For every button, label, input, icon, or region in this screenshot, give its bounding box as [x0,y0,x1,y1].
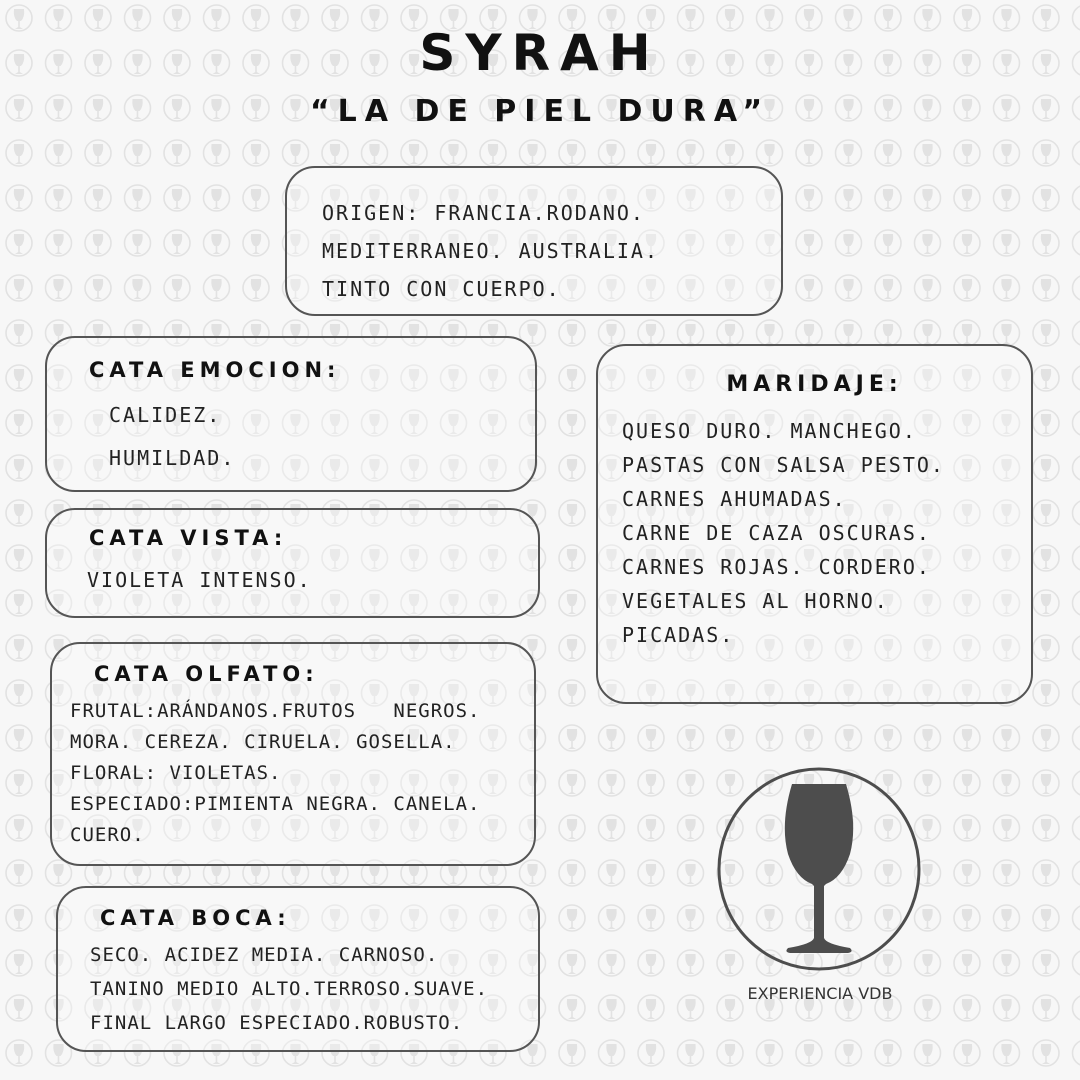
origin-lines [322,194,659,308]
maridaje-line: VEGETALES AL HORNO. [622,589,889,613]
brand-name: EXPERIENCIA VDB [747,984,893,1003]
cata-boca-line: TANINO MEDIO ALTO.TERROSO.SUAVE. [90,978,489,1000]
cata-olfato-card [50,642,536,866]
wine-glass-icon [716,766,922,972]
page-title: SYRAH [419,24,661,82]
cata-olfato-line: ESPECIADO:PIMIENTA NEGRA. CANELA. [70,793,481,815]
maridaje-title: MARIDAJE: [726,372,903,397]
cata-emocion-line: CALIDEZ. [109,403,222,427]
cata-olfato-line: FRUTAL:ARÁNDANOS.FRUTOS NEGROS. [70,700,481,722]
cata-olfato-line: FLORAL: VIOLETAS. [70,762,282,784]
cata-boca-line: FINAL LARGO ESPECIADO.ROBUSTO. [90,1012,464,1034]
maridaje-line: QUESO DURO. MANCHEGO. [622,419,917,443]
origin-line: ORIGEN: FRANCIA.RODANO. [322,201,645,225]
cata-vista-card [45,508,540,618]
page-subtitle: “LA DE PIEL DURA” [309,94,771,129]
maridaje-line: CARNES ROJAS. CORDERO. [622,555,931,579]
cata-boca-title: CATA BOCA: [100,906,291,930]
cata-olfato-title: CATA OLFATO: [94,662,319,686]
origin-line: MEDITERRANEO. AUSTRALIA. [322,239,659,263]
cata-boca-lines [90,938,488,1040]
cata-vista-lines [87,562,312,598]
cata-olfato-lines [70,696,481,851]
maridaje-line: PICADAS. [622,623,735,647]
cata-boca-card [56,886,540,1052]
cata-emocion-line: HUMILDAD. [109,446,236,470]
cata-vista-title: CATA VISTA: [89,526,288,550]
maridaje-line: CARNE DE CAZA OSCURAS. [622,521,931,545]
origin-line: TINTO CON CUERPO. [322,277,561,301]
maridaje-lines [622,414,945,652]
cata-emocion-lines [109,394,235,480]
cata-olfato-line: CUERO. [70,824,145,846]
origin-card [285,166,783,316]
cata-vista-line: VIOLETA INTENSO. [87,568,312,592]
cata-emocion-title: CATA EMOCION: [89,358,341,382]
maridaje-line: CARNES AHUMADAS. [622,487,847,511]
cata-olfato-line: MORA. CEREZA. CIRUELA. GOSELLA. [70,731,456,753]
maridaje-card [596,344,1033,704]
maridaje-line: PASTAS CON SALSA PESTO. [622,453,945,477]
cata-emocion-card [45,336,537,492]
cata-boca-line: SECO. ACIDEZ MEDIA. CARNOSO. [90,944,439,966]
